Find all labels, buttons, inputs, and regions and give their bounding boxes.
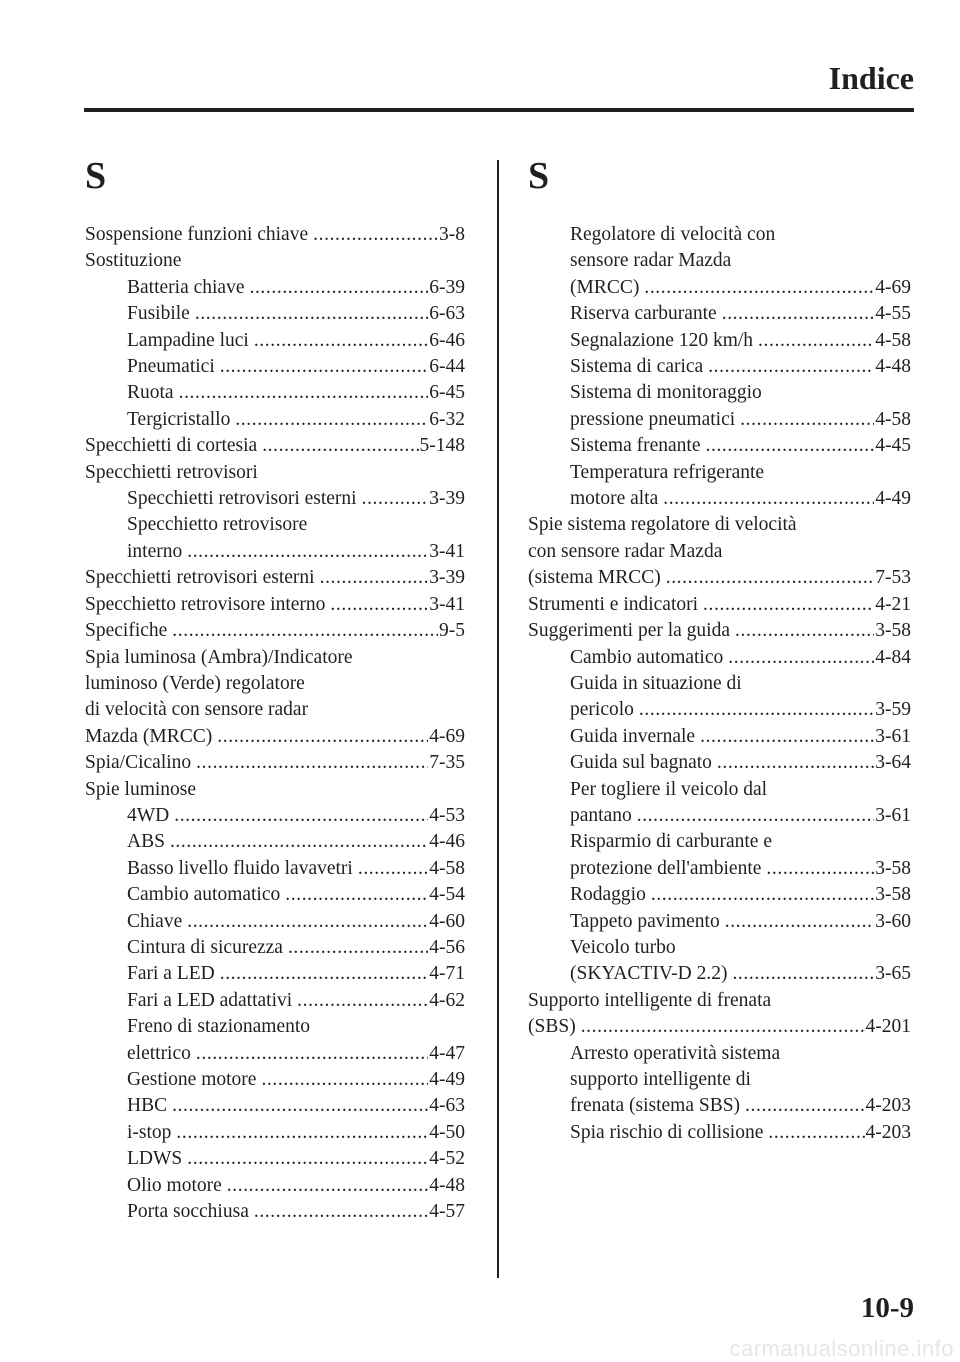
page-reference: 4-69: [875, 276, 911, 298]
entry-text: Suggerimenti per la guida: [528, 620, 730, 642]
page-reference: 3-59: [875, 699, 911, 721]
index-subentry: [85, 301, 465, 327]
entry-row: [127, 407, 465, 433]
entry-text: LDWS: [127, 1148, 183, 1170]
entry-text-line: luminoso (Verde) regolatore: [85, 672, 305, 694]
entry-text: Spia/Cicalino: [85, 752, 192, 774]
page-reference: 4-60: [429, 910, 465, 932]
index-subentry: [85, 1199, 465, 1225]
entry-row: [127, 1093, 465, 1119]
dot-leader: [725, 909, 875, 935]
entry-row: [570, 354, 911, 380]
entry-text-line: Temperatura refrigerante: [570, 461, 765, 483]
index-subentry: [85, 275, 465, 301]
entry-text: motore alta: [570, 488, 659, 510]
entry-text: Ruota: [127, 382, 174, 404]
page-reference: 4-46: [429, 831, 465, 853]
page-reference: 4-63: [429, 1095, 465, 1117]
dot-leader: [261, 1067, 428, 1093]
section-letter: S: [528, 155, 550, 197]
entry-text: (SKYACTIV-D 2.2): [570, 963, 728, 985]
entry-text-line: con sensore radar Mazda: [528, 540, 723, 562]
entry-row: [570, 697, 911, 723]
page-reference: 4-203: [865, 1121, 911, 1143]
index-entry: [85, 618, 465, 644]
dot-leader: [285, 882, 428, 908]
page-reference: 4-58: [875, 329, 911, 351]
entry-row: [570, 433, 911, 459]
dot-leader: [220, 961, 429, 987]
index-subentry: [85, 1014, 465, 1067]
dot-leader: [220, 354, 429, 380]
index-subentry: [528, 935, 911, 988]
entry-row: [570, 407, 911, 433]
entry-text: Porta socchiusa: [127, 1201, 249, 1223]
page-reference: 3-8: [439, 224, 465, 245]
dot-leader: [288, 935, 428, 961]
page-reference: 4-69: [429, 725, 465, 747]
entry-text-line: Per togliere il veicolo dal: [570, 778, 768, 800]
page-reference: 3-58: [875, 884, 911, 906]
index-subentry: [528, 777, 911, 830]
entry-text: Specchietto retrovisore interno: [85, 593, 326, 615]
index-subentry: [528, 829, 911, 882]
entry-text-line: di velocità con sensore radar: [85, 699, 309, 721]
dot-leader: [728, 645, 874, 671]
entry-text: Specchietti retrovisori: [85, 461, 258, 483]
entry-row: [127, 1146, 465, 1172]
page-reference: 4-48: [429, 1174, 465, 1196]
index-subentry: [85, 803, 465, 829]
entry-text: Specchietti di cortesia: [85, 435, 258, 457]
index-entry: [85, 777, 465, 803]
entry-text: Tappeto pavimento: [570, 910, 720, 932]
entry-row: [570, 724, 911, 750]
page-reference: 3-60: [875, 910, 911, 932]
page-reference: 7-53: [875, 567, 911, 589]
page-reference: 4-203: [865, 1095, 911, 1117]
page-reference: 4-62: [429, 989, 465, 1011]
index-entries: [85, 222, 465, 1225]
entry-text: Cambio automatico: [570, 646, 724, 668]
entry-row: [528, 618, 911, 644]
entry-row: [127, 539, 465, 565]
index-entry: [85, 460, 465, 486]
entry-row: [528, 592, 911, 618]
dot-leader: [297, 988, 428, 1014]
page-reference: 3-41: [429, 593, 465, 615]
index-subentry: [528, 882, 911, 908]
index-subentry: [528, 671, 911, 724]
index-subentry: [528, 354, 911, 380]
index-subentry: [85, 909, 465, 935]
page-reference: 6-39: [429, 276, 465, 298]
entry-row: [570, 750, 911, 776]
page-reference: 7-35: [429, 752, 465, 774]
dot-leader: [700, 724, 874, 750]
dot-leader: [262, 433, 418, 459]
dot-leader: [637, 803, 875, 829]
page-reference: 4-84: [875, 646, 911, 668]
dot-leader: [717, 750, 874, 776]
entry-row: [570, 882, 911, 908]
dot-leader: [732, 961, 874, 987]
page-reference: 6-32: [429, 408, 465, 430]
entry-row: [85, 592, 465, 618]
dot-leader: [651, 882, 874, 908]
entry-text: elettrico: [127, 1042, 191, 1064]
entry-row: [570, 1120, 911, 1146]
index-entry: [85, 433, 465, 459]
entry-text: Specifiche: [85, 620, 168, 642]
entry-row: [85, 777, 465, 803]
index-entry: [85, 592, 465, 618]
page-reference: 4-56: [429, 936, 465, 958]
dot-leader: [179, 380, 429, 406]
entry-row: [570, 275, 911, 301]
entry-row: [127, 961, 465, 987]
page-reference: 4-201: [865, 1016, 911, 1038]
entry-text: interno: [127, 540, 183, 562]
entry-row: [127, 803, 465, 829]
page-reference: 4-49: [875, 488, 911, 510]
entry-row: [127, 882, 465, 908]
entry-row: [85, 460, 465, 486]
entry-text-line: Supporto intelligente di frenata: [528, 989, 772, 1011]
entry-text-line: Veicolo turbo: [570, 936, 676, 958]
dot-leader: [644, 275, 874, 301]
entry-row: [127, 275, 465, 301]
page-title: Indice: [828, 60, 914, 96]
entry-row: [127, 1199, 465, 1225]
dot-leader: [358, 856, 428, 882]
entry-row: [127, 856, 465, 882]
entry-text: Lampadine luci: [127, 329, 249, 351]
dot-leader: [740, 407, 874, 433]
entry-text: Batteria chiave: [127, 276, 245, 298]
entry-text: Tergicristallo: [127, 408, 231, 430]
entry-text: Guida sul bagnato: [570, 752, 712, 774]
dot-leader: [330, 592, 428, 618]
entry-text: protezione dell'ambiente: [570, 857, 762, 879]
watermark: carmanualsonline.info: [729, 1336, 954, 1361]
dot-leader: [362, 486, 429, 512]
index-entry: [528, 592, 911, 618]
entry-row: [85, 222, 465, 248]
index-subentry: [528, 222, 911, 301]
entry-text-line: Specchietto retrovisore: [127, 514, 308, 536]
index-entry: [85, 248, 465, 274]
page-reference: 4-47: [429, 1042, 465, 1064]
dot-leader: [254, 1199, 428, 1225]
dot-leader: [735, 618, 874, 644]
entry-row: [127, 354, 465, 380]
entry-text: Cambio automatico: [127, 884, 281, 906]
page-reference: 3-39: [429, 567, 465, 589]
dot-leader: [172, 1093, 428, 1119]
page-reference: 4-53: [429, 804, 465, 826]
index-column-left: [85, 150, 465, 1225]
dot-leader: [254, 328, 428, 354]
index-subentry: [85, 829, 465, 855]
entry-text: Sistema frenante: [570, 435, 701, 457]
dot-leader: [722, 301, 875, 327]
index-subentry: [528, 750, 911, 776]
index-subentry: [85, 512, 465, 565]
page-reference: 3-61: [875, 725, 911, 747]
entry-text: pantano: [570, 804, 632, 826]
dot-leader: [176, 1120, 428, 1146]
page-reference: 3-58: [875, 857, 911, 879]
entry-text: frenata (sistema SBS): [570, 1095, 741, 1117]
entry-text-line: sensore radar Mazda: [570, 250, 732, 272]
page-reference: 3-61: [875, 804, 911, 826]
page-reference: 6-63: [429, 303, 465, 325]
page-reference: 4-55: [875, 303, 911, 325]
entry-text: pericolo: [570, 699, 634, 721]
index-subentry: [85, 328, 465, 354]
index-subentry: [85, 988, 465, 1014]
entry-row: [127, 1173, 465, 1199]
index-subentry: [85, 1120, 465, 1146]
page-reference: 4-50: [429, 1121, 465, 1143]
entry-text: Fari a LED adattativi: [127, 989, 293, 1011]
entry-row: [127, 328, 465, 354]
page-reference: 4-21: [875, 593, 911, 615]
entry-row: [127, 829, 465, 855]
index-subentry: [85, 1146, 465, 1172]
entry-text-line: Spia luminosa (Ambra)/Indicatore: [85, 646, 353, 668]
entry-text: Mazda (MRCC): [85, 725, 213, 747]
entry-row: [570, 301, 911, 327]
dot-leader: [639, 697, 874, 723]
dot-leader: [706, 433, 875, 459]
entry-text: Guida invernale: [570, 725, 696, 747]
index-entry: [528, 512, 911, 591]
page-reference: 4-45: [875, 435, 911, 457]
entry-row: [570, 856, 911, 882]
page-number: 10-9: [860, 1292, 914, 1324]
page-reference: 6-45: [429, 382, 465, 404]
index-column-right: [528, 150, 911, 1146]
page-reference: 5-148: [419, 435, 465, 457]
entry-row: [570, 961, 911, 987]
page-reference: 3-65: [875, 963, 911, 985]
index-subentry: [528, 909, 911, 935]
entry-text: Strumenti e indicatori: [528, 593, 699, 615]
page-reference: 4-49: [429, 1069, 465, 1090]
entry-row: [127, 988, 465, 1014]
entry-row: [127, 1041, 465, 1067]
entry-text: Chiave: [127, 910, 183, 932]
entry-row: [85, 750, 465, 776]
dot-leader: [227, 1173, 428, 1199]
entry-text: Sistema di carica: [570, 356, 704, 378]
entry-text: 4WD: [127, 804, 170, 826]
index-subentry: [528, 301, 911, 327]
entry-row: [127, 935, 465, 961]
dot-leader: [217, 724, 428, 750]
index-entry: [85, 645, 465, 751]
entry-text: Spie luminose: [85, 778, 197, 800]
index-subentry: [85, 380, 465, 406]
dot-leader: [313, 222, 438, 248]
entry-text-line: supporto intelligente di: [570, 1069, 751, 1090]
dot-leader: [766, 856, 874, 882]
index-subentry: [528, 380, 911, 433]
entry-text-line: Regolatore di velocità con: [570, 224, 776, 245]
page-reference: 4-71: [429, 963, 465, 985]
entry-row: [85, 248, 465, 274]
entry-text: Specchietti retrovisori esterni: [85, 567, 315, 589]
index-entry: [85, 222, 465, 248]
index-subentry: [85, 1067, 465, 1093]
dot-leader: [745, 1093, 864, 1119]
index-subentry: [528, 724, 911, 750]
dot-leader: [196, 750, 428, 776]
entry-text-line: Arresto operatività sistema: [570, 1042, 781, 1064]
entry-text-line: Freno di stazionamento: [127, 1016, 311, 1038]
entry-row: [570, 328, 911, 354]
page-reference: 9-5: [439, 620, 465, 642]
dot-leader: [235, 407, 428, 433]
page-reference: 4-57: [429, 1201, 465, 1223]
entry-row: [570, 1093, 911, 1119]
dot-leader: [196, 1041, 428, 1067]
entry-row: [127, 909, 465, 935]
index-entry: [85, 565, 465, 591]
section-letter: S: [85, 155, 107, 197]
dot-leader: [768, 1120, 864, 1146]
dot-leader: [663, 486, 874, 512]
entry-text: Riserva carburante: [570, 303, 717, 325]
entry-text: Cintura di sicurezza: [127, 936, 283, 958]
index-subentry: [528, 645, 911, 671]
entry-text-line: Spie sistema regolatore di velocità: [528, 514, 797, 536]
entry-row: [127, 380, 465, 406]
entry-text: i-stop: [127, 1121, 172, 1143]
entry-row: [528, 1014, 911, 1040]
dot-leader: [187, 1146, 428, 1172]
index-subentry: [528, 460, 911, 513]
entry-row: [570, 803, 911, 829]
entry-text: Sospensione funzioni chiave: [85, 224, 309, 245]
entry-text: ABS: [127, 831, 165, 853]
entry-text: Rodaggio: [570, 884, 646, 906]
index-subentry: [85, 935, 465, 961]
index-subentry: [85, 1173, 465, 1199]
entry-text: (SBS): [528, 1016, 576, 1038]
entry-text: Sostituzione: [85, 250, 182, 272]
entry-text: pressione pneumatici: [570, 408, 736, 430]
dot-leader: [195, 301, 428, 327]
entry-text: Pneumatici: [127, 356, 215, 378]
entry-row: [85, 618, 465, 644]
index-subentry: [85, 882, 465, 908]
dot-leader: [174, 803, 428, 829]
dot-leader: [187, 539, 428, 565]
entry-text-line: Sistema di monitoraggio: [570, 382, 762, 404]
entry-row: [85, 433, 465, 459]
page-reference: 3-64: [875, 752, 911, 774]
entry-row: [127, 486, 465, 512]
entry-text: Fusibile: [127, 303, 190, 325]
entry-row: [570, 486, 911, 512]
entry-text: Gestione motore: [127, 1069, 257, 1090]
header-rule: [84, 108, 914, 112]
entry-text: Olio motore: [127, 1174, 222, 1196]
index-subentry: [85, 961, 465, 987]
page-reference: 3-39: [429, 488, 465, 510]
page-reference: 4-58: [429, 857, 465, 879]
entry-text: (MRCC): [570, 276, 640, 298]
entry-row: [85, 565, 465, 591]
index-subentry: [85, 486, 465, 512]
page-reference: 4-48: [875, 356, 911, 378]
index-subentry: [528, 433, 911, 459]
entry-row: [127, 1120, 465, 1146]
dot-leader: [172, 618, 438, 644]
index-entry: [85, 750, 465, 776]
entry-text: Segnalazione 120 km/h: [570, 329, 754, 351]
dot-leader: [187, 909, 428, 935]
page-reference: 6-46: [429, 329, 465, 351]
column-divider: [497, 160, 499, 1278]
entry-row: [570, 909, 911, 935]
page-reference: 3-41: [429, 540, 465, 562]
entry-row: [127, 1067, 465, 1093]
page-reference: 6-44: [429, 356, 465, 378]
entry-text-line: Guida in situazione di: [570, 672, 742, 694]
entry-row: [85, 724, 465, 750]
dot-leader: [320, 565, 429, 591]
index-subentry: [85, 407, 465, 433]
index-subentry: [528, 1041, 911, 1120]
entry-row: [528, 565, 911, 591]
dot-leader: [758, 328, 874, 354]
entry-text: Spia rischio di collisione: [570, 1121, 764, 1143]
entry-text: Basso livello fluido lavavetri: [127, 857, 353, 879]
dot-leader: [708, 354, 874, 380]
index-subentry: [528, 328, 911, 354]
index-subentry: [528, 1120, 911, 1146]
dot-leader: [170, 829, 428, 855]
index-subentry: [85, 856, 465, 882]
index-subentry: [85, 354, 465, 380]
entry-text: Specchietti retrovisori esterni: [127, 488, 357, 510]
entry-text: (sistema MRCC): [528, 567, 661, 589]
index-entries: [528, 222, 911, 1146]
index-entry: [528, 988, 911, 1041]
entry-text: Fari a LED: [127, 963, 215, 985]
dot-leader: [249, 275, 428, 301]
page-reference: 4-54: [429, 884, 465, 906]
dot-leader: [703, 592, 874, 618]
page-reference: 3-58: [875, 620, 911, 642]
entry-row: [570, 645, 911, 671]
dot-leader: [666, 565, 875, 591]
index-entry: [528, 618, 911, 644]
index-subentry: [85, 1093, 465, 1119]
entry-text-line: Risparmio di carburante e: [570, 831, 772, 853]
page-reference: 4-52: [429, 1148, 465, 1170]
entry-text: HBC: [127, 1095, 168, 1117]
dot-leader: [581, 1014, 865, 1040]
page-reference: 4-58: [875, 408, 911, 430]
entry-row: [127, 301, 465, 327]
